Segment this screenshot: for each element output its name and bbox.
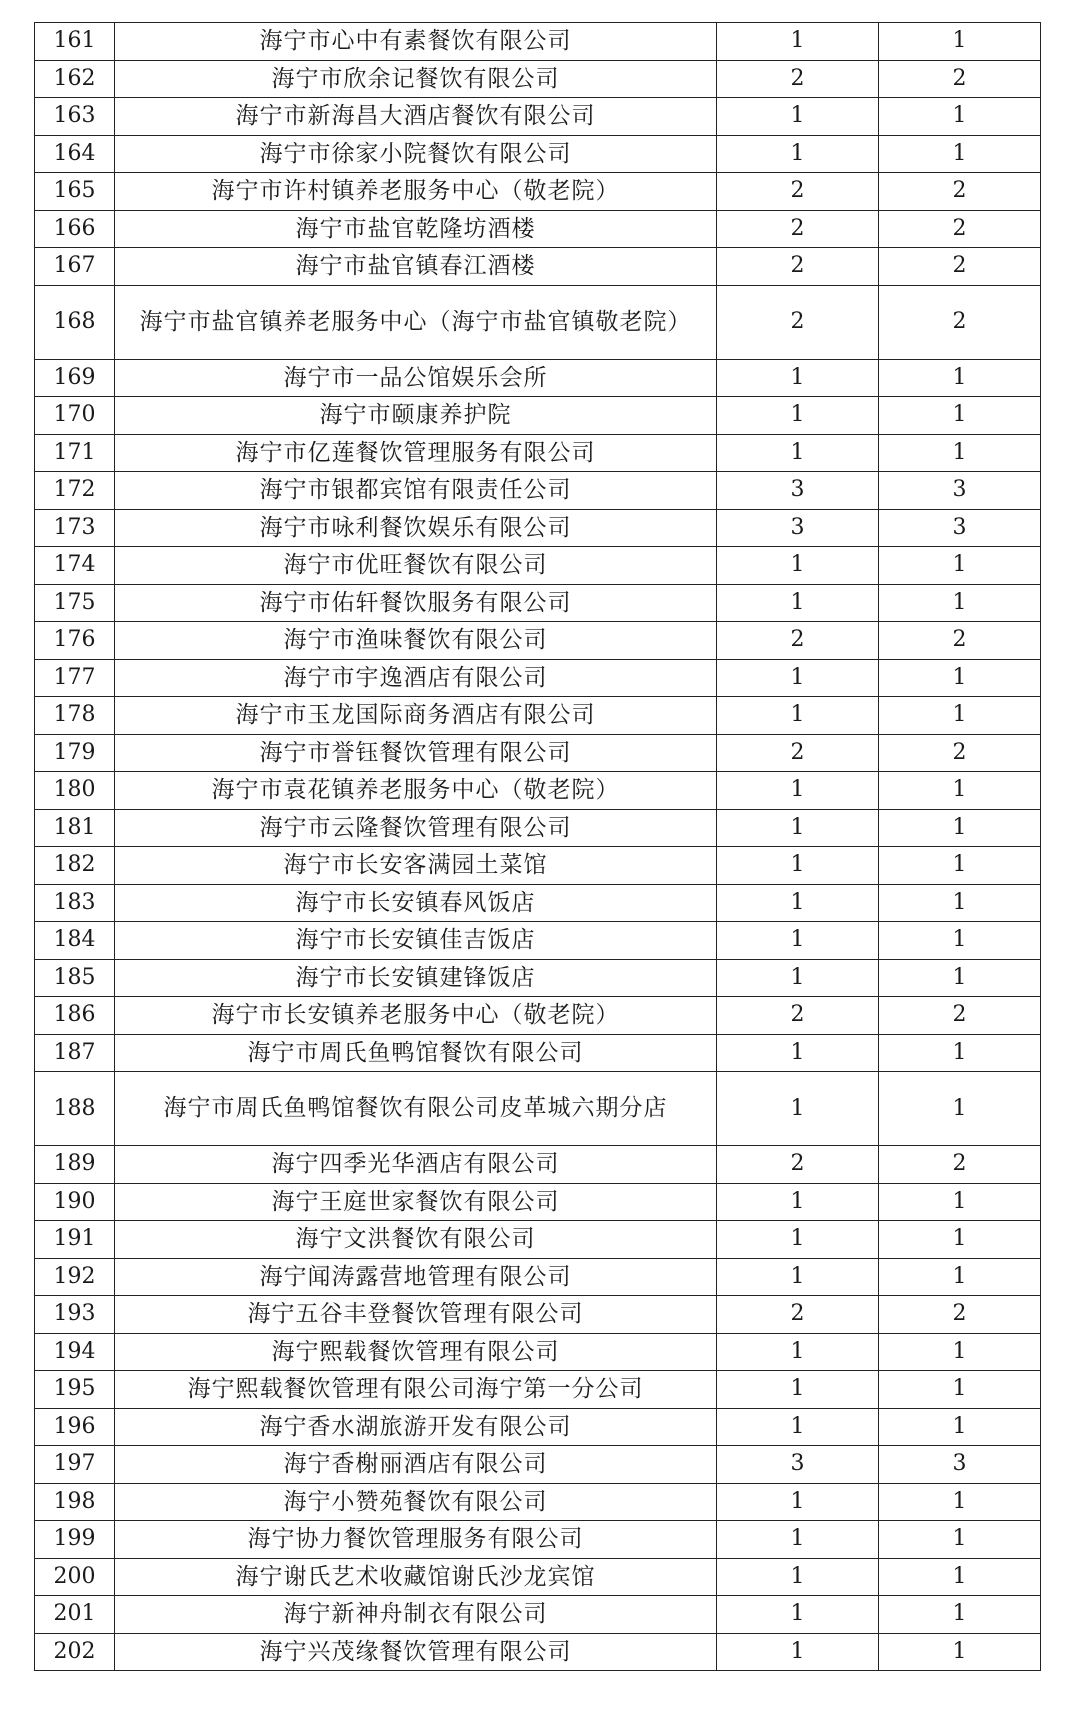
count-a-cell: 1 <box>717 547 879 585</box>
company-name-cell: 海宁市颐康养护院 <box>115 397 717 435</box>
count-a-cell: 2 <box>717 1296 879 1334</box>
count-b-cell: 2 <box>879 622 1041 660</box>
count-a-cell: 1 <box>717 1558 879 1596</box>
company-name-cell: 海宁市盐官镇春江酒楼 <box>115 248 717 286</box>
count-b-cell: 1 <box>879 1258 1041 1296</box>
count-b-cell: 1 <box>879 1072 1041 1146</box>
table-body <box>35 23 1041 1671</box>
company-name-cell: 海宁市誉钰餐饮管理有限公司 <box>115 734 717 772</box>
count-a-cell: 2 <box>717 622 879 660</box>
count-b-cell: 1 <box>879 959 1041 997</box>
count-a-cell: 1 <box>717 1034 879 1072</box>
count-a-cell: 3 <box>717 1446 879 1484</box>
row-number-cell: 180 <box>35 772 115 810</box>
company-name-cell: 海宁熙载餐饮管理有限公司 <box>115 1333 717 1371</box>
count-a-cell: 1 <box>717 1333 879 1371</box>
table-row <box>35 622 1041 660</box>
count-a-cell: 1 <box>717 1521 879 1559</box>
count-a-cell: 1 <box>717 959 879 997</box>
count-a-cell: 2 <box>717 60 879 98</box>
company-name-cell: 海宁市徐家小院餐饮有限公司 <box>115 135 717 173</box>
row-number-cell: 176 <box>35 622 115 660</box>
company-name-cell: 海宁市新海昌大酒店餐饮有限公司 <box>115 98 717 136</box>
table-row <box>35 959 1041 997</box>
row-number-cell: 195 <box>35 1371 115 1409</box>
row-number-cell: 177 <box>35 659 115 697</box>
row-number-cell: 199 <box>35 1521 115 1559</box>
count-a-cell: 1 <box>717 1221 879 1259</box>
company-name-cell: 海宁市亿莲餐饮管理服务有限公司 <box>115 434 717 472</box>
count-b-cell: 1 <box>879 547 1041 585</box>
table-row <box>35 772 1041 810</box>
row-number-cell: 164 <box>35 135 115 173</box>
table-row <box>35 809 1041 847</box>
table-row <box>35 248 1041 286</box>
row-number-cell: 181 <box>35 809 115 847</box>
count-b-cell: 1 <box>879 809 1041 847</box>
count-a-cell: 2 <box>717 997 879 1035</box>
table-row <box>35 1371 1041 1409</box>
table-row <box>35 1183 1041 1221</box>
row-number-cell: 190 <box>35 1183 115 1221</box>
count-b-cell: 1 <box>879 1596 1041 1634</box>
count-b-cell: 1 <box>879 584 1041 622</box>
company-list-table <box>34 22 1041 1671</box>
count-b-cell: 1 <box>879 1521 1041 1559</box>
company-name-cell: 海宁市长安镇佳吉饭店 <box>115 922 717 960</box>
row-number-cell: 172 <box>35 472 115 510</box>
document-table-container <box>34 22 1040 1671</box>
count-b-cell: 1 <box>879 659 1041 697</box>
table-row <box>35 1521 1041 1559</box>
table-row <box>35 847 1041 885</box>
count-a-cell: 1 <box>717 809 879 847</box>
company-name-cell: 海宁市银都宾馆有限责任公司 <box>115 472 717 510</box>
row-number-cell: 191 <box>35 1221 115 1259</box>
table-row <box>35 997 1041 1035</box>
count-a-cell: 1 <box>717 1258 879 1296</box>
count-a-cell: 1 <box>717 1371 879 1409</box>
count-a-cell: 1 <box>717 847 879 885</box>
count-a-cell: 1 <box>717 1483 879 1521</box>
count-a-cell: 2 <box>717 734 879 772</box>
row-number-cell: 193 <box>35 1296 115 1334</box>
count-b-cell: 1 <box>879 1483 1041 1521</box>
table-row <box>35 584 1041 622</box>
table-row <box>35 285 1041 359</box>
count-b-cell: 1 <box>879 135 1041 173</box>
count-b-cell: 1 <box>879 1183 1041 1221</box>
table-row <box>35 397 1041 435</box>
table-row <box>35 1408 1041 1446</box>
company-name-cell: 海宁香榭丽酒店有限公司 <box>115 1446 717 1484</box>
count-b-cell: 1 <box>879 397 1041 435</box>
company-name-cell: 海宁市欣余记餐饮有限公司 <box>115 60 717 98</box>
company-name-cell: 海宁市盐官镇养老服务中心（海宁市盐官镇敬老院） <box>115 285 717 359</box>
row-number-cell: 175 <box>35 584 115 622</box>
company-name-cell: 海宁市长安镇建锋饭店 <box>115 959 717 997</box>
row-number-cell: 169 <box>35 359 115 397</box>
count-b-cell: 3 <box>879 472 1041 510</box>
company-name-cell: 海宁市心中有素餐饮有限公司 <box>115 23 717 61</box>
company-name-cell: 海宁市优旺餐饮有限公司 <box>115 547 717 585</box>
count-a-cell: 1 <box>717 359 879 397</box>
count-b-cell: 2 <box>879 1296 1041 1334</box>
table-row <box>35 1446 1041 1484</box>
row-number-cell: 173 <box>35 509 115 547</box>
count-b-cell: 1 <box>879 98 1041 136</box>
table-row <box>35 434 1041 472</box>
company-name-cell: 海宁市长安镇春风饭店 <box>115 884 717 922</box>
count-b-cell: 1 <box>879 1558 1041 1596</box>
row-number-cell: 165 <box>35 173 115 211</box>
company-name-cell: 海宁市云隆餐饮管理有限公司 <box>115 809 717 847</box>
row-number-cell: 183 <box>35 884 115 922</box>
count-a-cell: 1 <box>717 434 879 472</box>
row-number-cell: 178 <box>35 697 115 735</box>
count-a-cell: 1 <box>717 1596 879 1634</box>
count-b-cell: 1 <box>879 1221 1041 1259</box>
row-number-cell: 192 <box>35 1258 115 1296</box>
table-row <box>35 210 1041 248</box>
count-b-cell: 1 <box>879 359 1041 397</box>
table-row <box>35 1558 1041 1596</box>
count-a-cell: 1 <box>717 584 879 622</box>
company-name-cell: 海宁小赞苑餐饮有限公司 <box>115 1483 717 1521</box>
count-a-cell: 1 <box>717 98 879 136</box>
company-name-cell: 海宁市佑轩餐饮服务有限公司 <box>115 584 717 622</box>
table-row <box>35 509 1041 547</box>
company-name-cell: 海宁香水湖旅游开发有限公司 <box>115 1408 717 1446</box>
row-number-cell: 187 <box>35 1034 115 1072</box>
company-name-cell: 海宁市许村镇养老服务中心（敬老院） <box>115 173 717 211</box>
count-a-cell: 2 <box>717 285 879 359</box>
count-a-cell: 1 <box>717 397 879 435</box>
count-b-cell: 2 <box>879 248 1041 286</box>
company-name-cell: 海宁四季光华酒店有限公司 <box>115 1146 717 1184</box>
count-b-cell: 1 <box>879 922 1041 960</box>
row-number-cell: 162 <box>35 60 115 98</box>
count-a-cell: 1 <box>717 772 879 810</box>
company-name-cell: 海宁谢氏艺术收藏馆谢氏沙龙宾馆 <box>115 1558 717 1596</box>
table-row <box>35 1221 1041 1259</box>
row-number-cell: 188 <box>35 1072 115 1146</box>
count-a-cell: 2 <box>717 173 879 211</box>
company-name-cell: 海宁市渔味餐饮有限公司 <box>115 622 717 660</box>
table-row <box>35 1483 1041 1521</box>
count-b-cell: 2 <box>879 60 1041 98</box>
company-name-cell: 海宁兴茂缘餐饮管理有限公司 <box>115 1633 717 1671</box>
table-row <box>35 359 1041 397</box>
count-a-cell: 1 <box>717 697 879 735</box>
row-number-cell: 163 <box>35 98 115 136</box>
count-b-cell: 2 <box>879 173 1041 211</box>
table-row <box>35 547 1041 585</box>
company-name-cell: 海宁市袁花镇养老服务中心（敬老院） <box>115 772 717 810</box>
count-b-cell: 1 <box>879 23 1041 61</box>
row-number-cell: 166 <box>35 210 115 248</box>
count-b-cell: 1 <box>879 1633 1041 1671</box>
table-row <box>35 1296 1041 1334</box>
count-b-cell: 1 <box>879 772 1041 810</box>
table-row <box>35 1072 1041 1146</box>
count-b-cell: 3 <box>879 1446 1041 1484</box>
company-name-cell: 海宁协力餐饮管理服务有限公司 <box>115 1521 717 1559</box>
count-a-cell: 1 <box>717 922 879 960</box>
company-name-cell: 海宁王庭世家餐饮有限公司 <box>115 1183 717 1221</box>
count-a-cell: 1 <box>717 659 879 697</box>
row-number-cell: 185 <box>35 959 115 997</box>
row-number-cell: 170 <box>35 397 115 435</box>
count-b-cell: 1 <box>879 1034 1041 1072</box>
count-b-cell: 1 <box>879 1408 1041 1446</box>
count-b-cell: 1 <box>879 1333 1041 1371</box>
table-row <box>35 1633 1041 1671</box>
row-number-cell: 197 <box>35 1446 115 1484</box>
row-number-cell: 198 <box>35 1483 115 1521</box>
count-a-cell: 1 <box>717 1072 879 1146</box>
row-number-cell: 184 <box>35 922 115 960</box>
company-name-cell: 海宁市宇逸酒店有限公司 <box>115 659 717 697</box>
table-row <box>35 1596 1041 1634</box>
table-row <box>35 23 1041 61</box>
row-number-cell: 186 <box>35 997 115 1035</box>
count-a-cell: 3 <box>717 509 879 547</box>
table-row <box>35 659 1041 697</box>
company-name-cell: 海宁五谷丰登餐饮管理有限公司 <box>115 1296 717 1334</box>
count-a-cell: 1 <box>717 135 879 173</box>
company-name-cell: 海宁市一品公馆娱乐会所 <box>115 359 717 397</box>
count-b-cell: 2 <box>879 210 1041 248</box>
table-row <box>35 1034 1041 1072</box>
count-a-cell: 1 <box>717 23 879 61</box>
count-b-cell: 1 <box>879 1371 1041 1409</box>
row-number-cell: 179 <box>35 734 115 772</box>
row-number-cell: 182 <box>35 847 115 885</box>
company-name-cell: 海宁市周氏鱼鸭馆餐饮有限公司皮革城六期分店 <box>115 1072 717 1146</box>
count-b-cell: 1 <box>879 434 1041 472</box>
table-row <box>35 173 1041 211</box>
count-a-cell: 3 <box>717 472 879 510</box>
table-row <box>35 922 1041 960</box>
company-name-cell: 海宁市玉龙国际商务酒店有限公司 <box>115 697 717 735</box>
row-number-cell: 161 <box>35 23 115 61</box>
count-b-cell: 2 <box>879 285 1041 359</box>
company-name-cell: 海宁市咏利餐饮娱乐有限公司 <box>115 509 717 547</box>
table-row <box>35 734 1041 772</box>
count-b-cell: 2 <box>879 734 1041 772</box>
count-a-cell: 1 <box>717 1183 879 1221</box>
row-number-cell: 196 <box>35 1408 115 1446</box>
table-row <box>35 1146 1041 1184</box>
row-number-cell: 167 <box>35 248 115 286</box>
company-name-cell: 海宁市盐官乾隆坊酒楼 <box>115 210 717 248</box>
table-row <box>35 60 1041 98</box>
count-a-cell: 1 <box>717 1408 879 1446</box>
count-a-cell: 2 <box>717 210 879 248</box>
count-a-cell: 1 <box>717 1633 879 1671</box>
row-number-cell: 171 <box>35 434 115 472</box>
table-row <box>35 884 1041 922</box>
row-number-cell: 168 <box>35 285 115 359</box>
count-b-cell: 1 <box>879 847 1041 885</box>
count-b-cell: 2 <box>879 1146 1041 1184</box>
row-number-cell: 189 <box>35 1146 115 1184</box>
table-row <box>35 472 1041 510</box>
table-row <box>35 135 1041 173</box>
row-number-cell: 174 <box>35 547 115 585</box>
company-name-cell: 海宁闻涛露营地管理有限公司 <box>115 1258 717 1296</box>
company-name-cell: 海宁新神舟制衣有限公司 <box>115 1596 717 1634</box>
row-number-cell: 201 <box>35 1596 115 1634</box>
table-row <box>35 697 1041 735</box>
row-number-cell: 202 <box>35 1633 115 1671</box>
count-a-cell: 1 <box>717 884 879 922</box>
count-a-cell: 2 <box>717 1146 879 1184</box>
company-name-cell: 海宁文洪餐饮有限公司 <box>115 1221 717 1259</box>
count-b-cell: 1 <box>879 884 1041 922</box>
table-row <box>35 1333 1041 1371</box>
company-name-cell: 海宁市周氏鱼鸭馆餐饮有限公司 <box>115 1034 717 1072</box>
count-b-cell: 3 <box>879 509 1041 547</box>
company-name-cell: 海宁市长安客满园土菜馆 <box>115 847 717 885</box>
row-number-cell: 194 <box>35 1333 115 1371</box>
company-name-cell: 海宁市长安镇养老服务中心（敬老院） <box>115 997 717 1035</box>
row-number-cell: 200 <box>35 1558 115 1596</box>
count-a-cell: 2 <box>717 248 879 286</box>
company-name-cell: 海宁熙载餐饮管理有限公司海宁第一分公司 <box>115 1371 717 1409</box>
table-row <box>35 1258 1041 1296</box>
table-row <box>35 98 1041 136</box>
count-b-cell: 1 <box>879 697 1041 735</box>
count-b-cell: 2 <box>879 997 1041 1035</box>
